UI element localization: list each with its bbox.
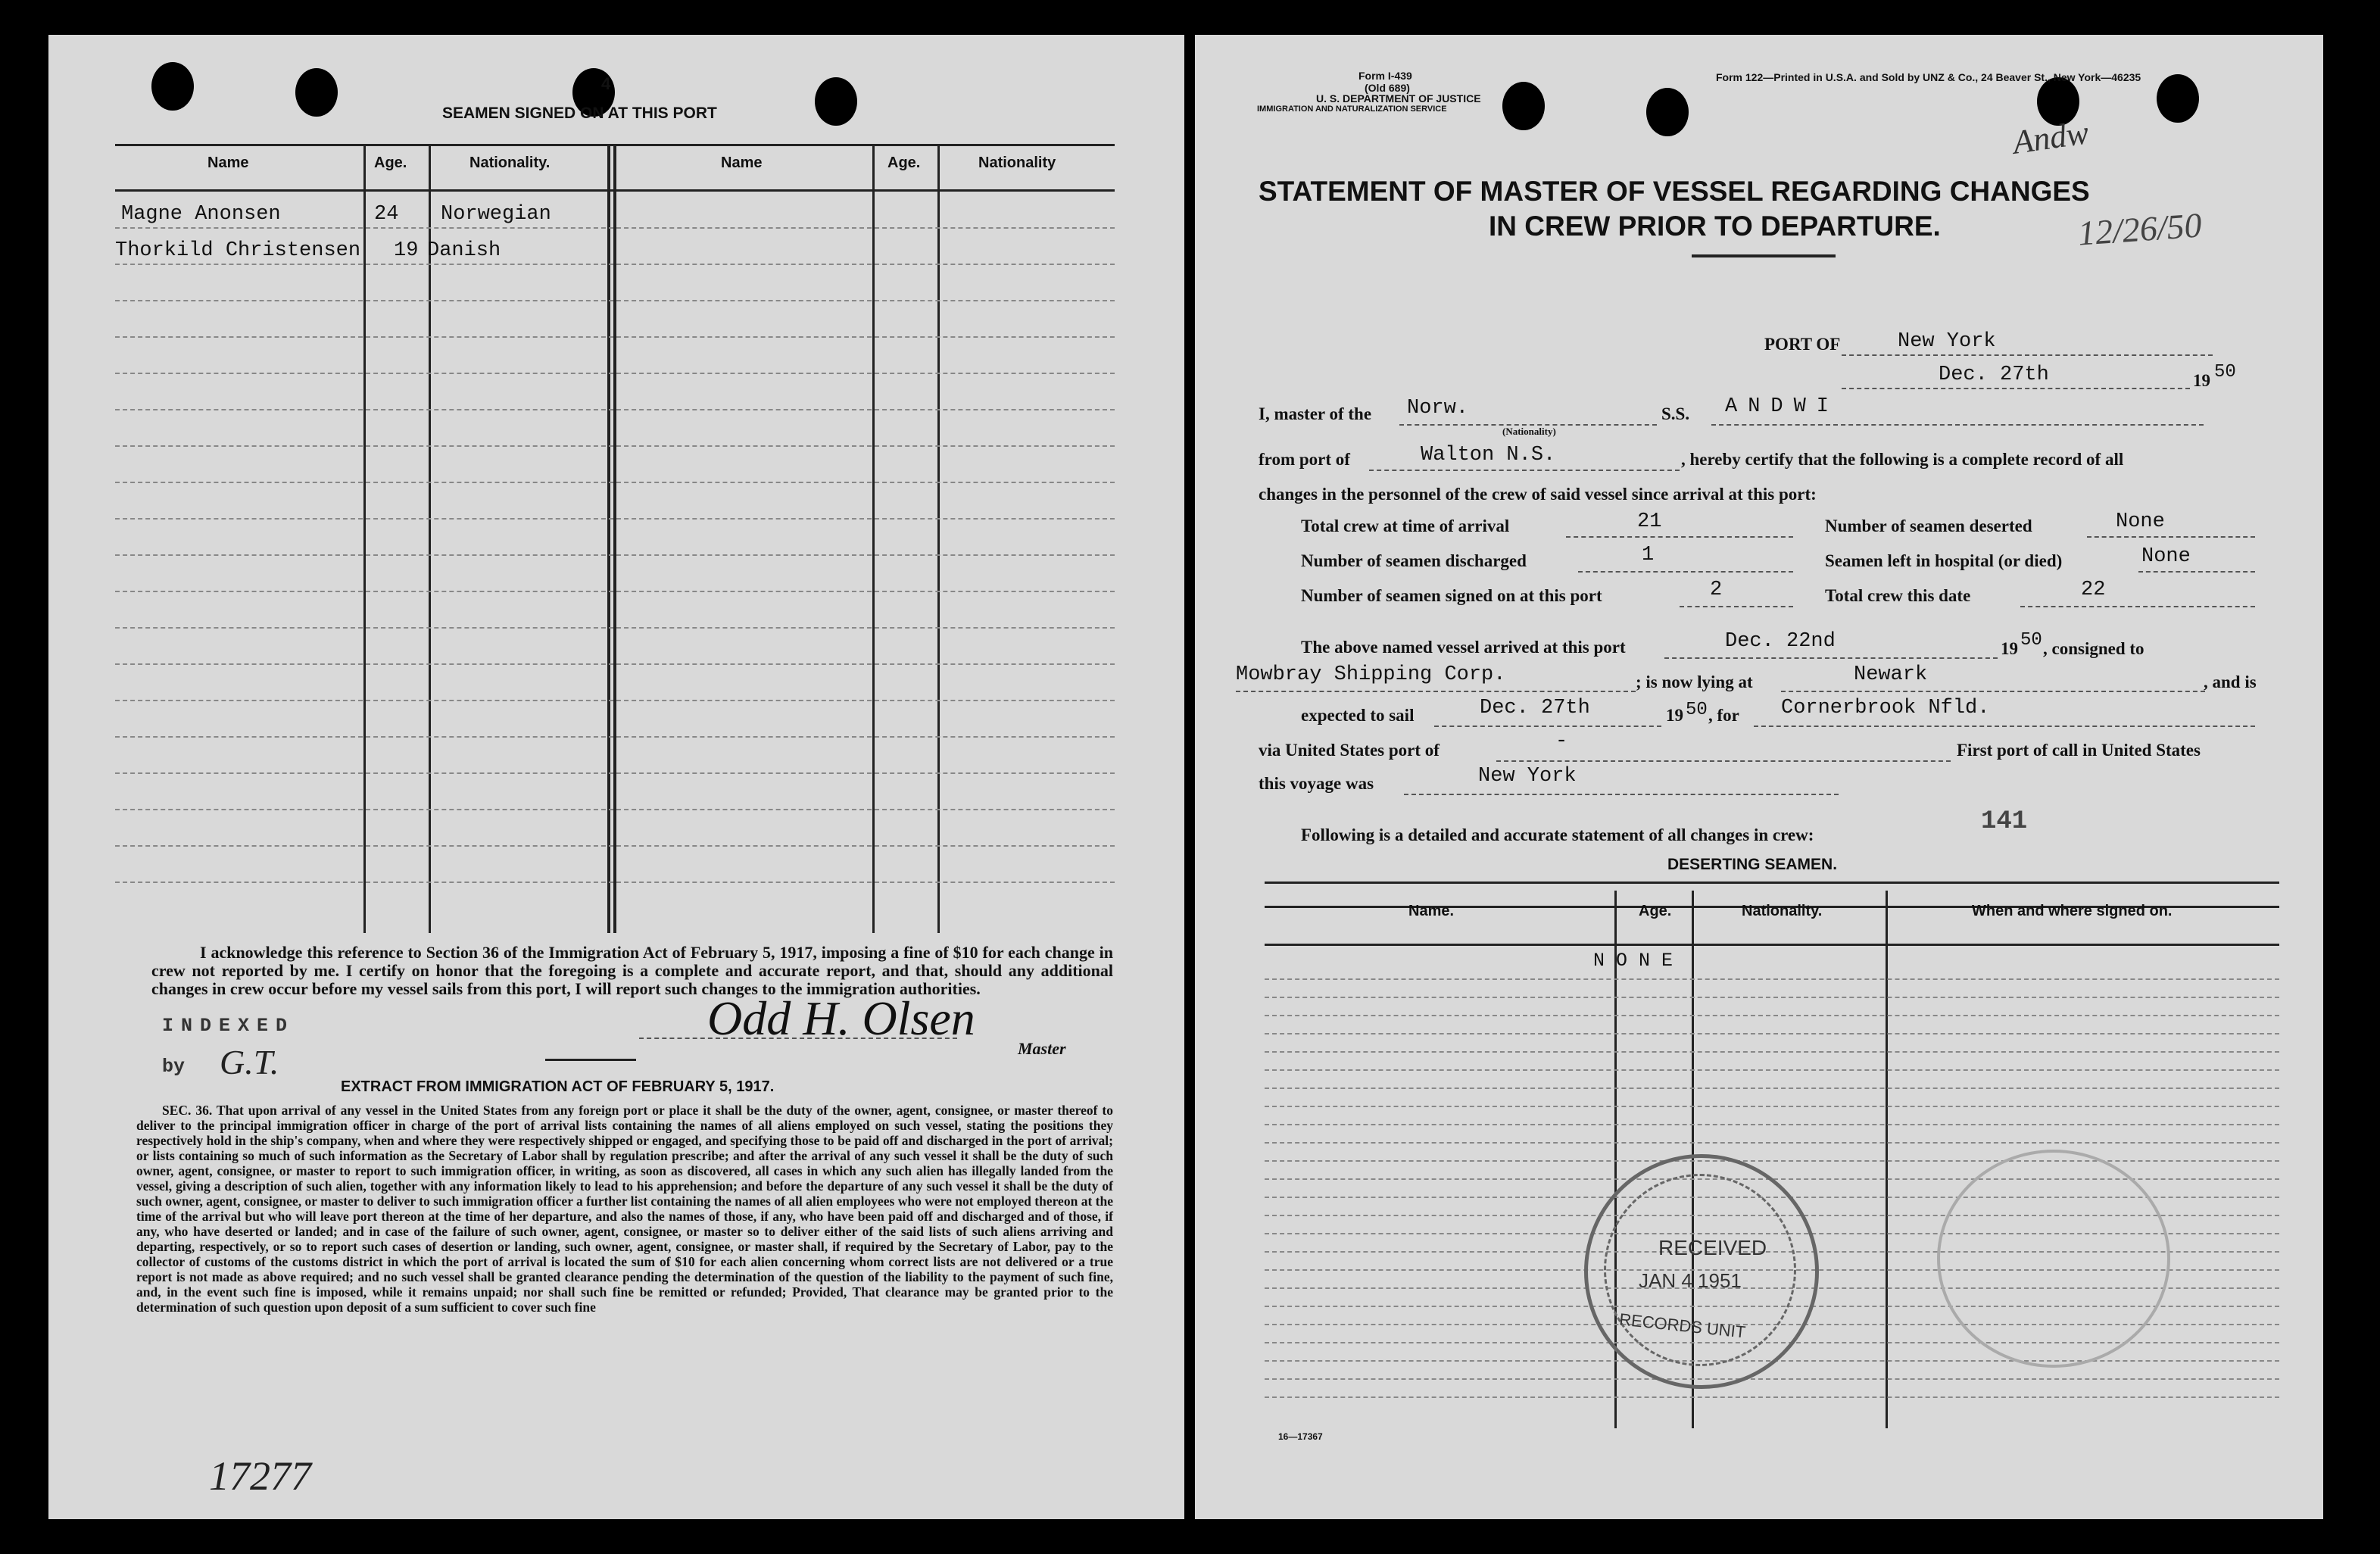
deserting-rule-line: [1265, 1396, 2279, 1398]
sail-year: 50: [1686, 700, 1708, 720]
footer-code: 16—17367: [1278, 1431, 1323, 1442]
table-rule-line: [115, 663, 1115, 665]
punch-hole: [815, 77, 857, 126]
for-value: Cornerbrook Nfld.: [1781, 697, 1990, 719]
table-rule-line: [115, 627, 1115, 629]
section-title: SEAMEN SIGNED ON AT THIS PORT: [442, 105, 717, 122]
stat-line: [1566, 536, 1793, 538]
table-row-name: Magne Anonsen: [121, 203, 281, 226]
table-row-name: Thorkild Christensen: [115, 239, 361, 262]
column-header-age: Age.: [887, 154, 921, 171]
voyage-value: New York: [1478, 765, 1577, 788]
table-rule-line: [115, 264, 1115, 265]
table-rule-line: [115, 882, 1115, 883]
via-value: -: [1555, 730, 1568, 753]
date-value: Dec. 27th: [1939, 364, 2049, 386]
following-text: Following is a detailed and accurate statement of all changes in crew:: [1301, 825, 1814, 844]
table-rule-line: [115, 736, 1115, 738]
deserting-rule-line: [1265, 1087, 2279, 1089]
deserting-rule-line: [1265, 1378, 2279, 1380]
form-title-line2: IN CREW PRIOR TO DEPARTURE.: [1489, 211, 1941, 242]
indexer-initials: G.T.: [220, 1043, 279, 1081]
certify-text: , hereby certify that the following is a complete record of all: [1681, 450, 2124, 469]
stamp-date-text: JAN 4 1951: [1639, 1269, 1742, 1292]
table-rule-line: [115, 772, 1115, 774]
department-name: U. S. DEPARTMENT OF JUSTICE: [1316, 92, 1481, 105]
table-rule-line: [115, 845, 1115, 847]
title-rule: [1692, 254, 1836, 257]
arrived-label: The above named vessel arrived at this port: [1301, 638, 1626, 657]
table-rule-line: [115, 591, 1115, 592]
table-rule-line: [115, 482, 1115, 483]
stat-label-deserted: Number of seamen deserted: [1825, 516, 2032, 535]
port-line: [1842, 354, 2213, 356]
extract-title: EXTRACT FROM IMMIGRATION ACT OF FEBRUARY 5, 1917.: [341, 1078, 775, 1095]
changes-text: changes in the personnel of the crew of said vessel since arrival at this port:: [1259, 485, 1817, 504]
stat-value-signed-on: 2: [1710, 579, 1723, 601]
table-row-nationality: Norwegian: [441, 203, 551, 226]
and-is-label: , and is: [2204, 672, 2257, 691]
table-column-divider: [363, 144, 366, 933]
stamp-number: 141: [1981, 807, 2028, 836]
stat-label-signed-on: Number of seamen signed on at this port: [1301, 586, 1602, 605]
ss-label: S.S.: [1661, 404, 1690, 423]
table-rule-line: [115, 300, 1115, 301]
stat-line: [1680, 606, 1793, 607]
stamp-received-text: RECEIVED: [1658, 1236, 1767, 1259]
voyage-line: [1404, 794, 1839, 795]
stat-value-total-arrival: 21: [1637, 510, 1662, 533]
deserting-rule-line: [1265, 1106, 2279, 1107]
consignee-line: [1236, 691, 1636, 692]
column-header-name: Name: [721, 154, 763, 171]
column-header-name: Name: [207, 154, 249, 171]
punch-hole: [1646, 88, 1689, 136]
master-label: Master: [1018, 1039, 1066, 1058]
via-label: via United States port of: [1259, 741, 1440, 760]
deserting-column-divider: [1886, 891, 1888, 1428]
master-of-label: I, master of the: [1259, 404, 1372, 423]
page-number: 4: [601, 74, 611, 93]
punch-hole: [1502, 82, 1545, 130]
stat-label-hospital: Seamen left in hospital (or died): [1825, 551, 2063, 570]
port-label: PORT OF: [1764, 335, 1841, 354]
table-rule-line: [115, 554, 1115, 556]
stat-line: [2020, 606, 2255, 607]
first-port-label: First port of call in United States: [1957, 741, 2201, 760]
deserting-rule-line: [1265, 1069, 2279, 1071]
punch-hole: [151, 62, 194, 111]
stat-value-deserted: None: [2116, 510, 2165, 533]
deserting-entry: N O N E: [1593, 950, 1673, 972]
stamp-unit-text: RECORDS UNIT: [1618, 1309, 1747, 1342]
arrived-year-prefix: 19: [2001, 639, 2018, 658]
service-name: IMMIGRATION AND NATURALIZATION SERVICE: [1257, 105, 1447, 114]
table-rule-line: [115, 373, 1115, 374]
printer-note: Form 122—Printed in U.S.A. and Sold by UNZ & Co., 24 Beaver St., New York—46235: [1716, 71, 2141, 83]
file-number: 17277: [209, 1453, 311, 1499]
table-rule-line: [115, 809, 1115, 810]
stat-label-discharged: Number of seamen discharged: [1301, 551, 1527, 570]
table-column-divider: [607, 144, 610, 933]
deserting-rule-line: [1265, 1124, 2279, 1125]
year-value: 50: [2214, 362, 2236, 382]
extract-rule: [545, 1059, 636, 1061]
stat-value-total-date: 22: [2081, 579, 2106, 601]
lying-line: [1781, 691, 2205, 692]
vessel-line: [1711, 424, 2204, 426]
punch-hole: [295, 68, 338, 117]
stat-value-hospital: None: [2141, 545, 2191, 568]
deserting-rule-line: [1265, 978, 2279, 980]
extract-text: SEC. 36. That upon arrival of any vessel in the United States from any foreign port or place it shall be the duty of the owner, agent, consignee, or master thereof to deliver to the principal immigration officer in charge of the port of arrival lists containing the names of all aliens employed on such vessel, stating the positions they respectively hold in the ship's company, when and where they were respectively shipped or engaged, and specifying those to be paid off and discharged in the port of arrival; or lists containing so much of such information as the Secretary of Labor shall by regulation prescribe; and after the arrival of any such vessel it shall be the duty of such owner, agent, consignee, or master to report to such immigration officer, in writing, as soon as discovered, all cases in which any such alien has illegally landed from the vessel, giving a description of such alien, together with any information likely to lead to his apprehension; and before the departure of any such vessel it shall be the duty of such owner, agent, consignee, or master to deliver to such immigration officer a further list containing the names of all alien employees who were not employed thereon at the time of the arrival but who will leave port thereon at the time of her departure, and also the names of those, if any, who have been paid off and discharged and of those, if any, who have deserted or landed; and in case of the failure of such owner, agent, consignee, or master so to deliver either of the said lists of such aliens arriving and departing, respectively, or so to report such cases of desertion or landing, such owner, agent, consignee, or master shall, if required by the Secretary of Labor, pay to the collector of customs of the customs district in which the port of arrival is located the sum of $10 for each alien concerning whom correct lists are not delivered or a true report is not made as above required; and no such vessel shall be granted clearance pending the determination of the question of the liability to the payment of such fine, and, in the event such fine is imposed, while it remains unpaid; nor shall such fine be remitted or refunded; Provided, That clearance may be granted prior to the determination of such question upon deposit of a sum sufficient to cover such fine: [136, 1103, 1113, 1315]
nationality-caption: (Nationality): [1502, 426, 1556, 437]
punch-hole: [2157, 74, 2199, 123]
indexed-stamp: INDEXED: [162, 1015, 295, 1037]
arrived-year: 50: [2020, 630, 2042, 651]
via-line: [1496, 760, 1951, 762]
faint-stamp: [1937, 1150, 2170, 1368]
sail-year-prefix: 19: [1666, 706, 1683, 725]
table-rule-line: [115, 409, 1115, 410]
table-row-age: 24: [374, 203, 399, 226]
sail-value: Dec. 27th: [1480, 697, 1590, 719]
lying-label: ; is now lying at: [1636, 672, 1753, 691]
deserting-header-nationality: Nationality.: [1742, 903, 1823, 919]
sail-line: [1434, 726, 1661, 727]
table-row-age: 19: [394, 239, 419, 262]
table-column-divider: [937, 144, 940, 933]
deserting-header-name: Name.: [1408, 903, 1455, 919]
form-title-line1: STATEMENT OF MASTER OF VESSEL REGARDING CHANGES: [1259, 176, 2090, 207]
sail-label: expected to sail: [1301, 706, 1415, 725]
arrived-value: Dec. 22nd: [1725, 630, 1836, 653]
date-line: [1842, 388, 2190, 389]
arrived-line: [1664, 657, 1998, 659]
lying-value: Newark: [1854, 663, 1928, 686]
table-rule-line: [115, 445, 1115, 447]
table-column-divider: [872, 144, 875, 933]
stat-value-discharged: 1: [1642, 544, 1655, 566]
table-row-nationality: Danish: [427, 239, 501, 262]
handwritten-date: 12/26/50: [2076, 205, 2204, 253]
deserting-header-rule: [1265, 944, 2279, 946]
form-number: Form I-439: [1358, 70, 1412, 82]
deserting-rule-line: [1265, 1051, 2279, 1053]
form-old-number: (Old 689): [1365, 82, 1410, 94]
for-label: , for: [1708, 706, 1739, 725]
voyage-label: this voyage was: [1259, 774, 1374, 793]
handwritten-note: Andw: [2010, 114, 2091, 161]
by-label: by: [162, 1056, 186, 1078]
deserting-rule-line: [1265, 1033, 2279, 1034]
stat-line: [2087, 536, 2255, 538]
deserting-rule-line: [1265, 1160, 2279, 1162]
deserting-header-age: Age.: [1639, 903, 1672, 919]
right-page: [1195, 35, 2323, 1519]
left-page: [48, 35, 1184, 1519]
consigned-label: , consigned to: [2043, 639, 2144, 658]
deserting-title: DESERTING SEAMEN.: [1667, 856, 1838, 873]
from-port-line: [1369, 470, 1680, 471]
table-column-divider: [613, 144, 616, 933]
deserting-rule-line: [1265, 997, 2279, 998]
stat-label-total-arrival: Total crew at time of arrival: [1301, 516, 1510, 535]
stat-line: [2138, 571, 2255, 573]
port-value: New York: [1898, 330, 1996, 353]
year-prefix: 19: [2193, 371, 2210, 390]
column-header-age: Age.: [374, 154, 407, 171]
vessel-name: ANDWI: [1725, 395, 1840, 418]
deserting-rule-line: [1265, 1142, 2279, 1144]
nationality-value: Norw.: [1407, 397, 1469, 420]
deserting-table-top: [1265, 882, 2279, 884]
column-header-nationality: Nationality: [978, 154, 1056, 171]
stat-label-total-date: Total crew this date: [1825, 586, 1971, 605]
deserting-rule-line: [1265, 1015, 2279, 1016]
column-header-nationality: Nationality.: [469, 154, 551, 171]
consignee-value: Mowbray Shipping Corp.: [1236, 663, 1506, 686]
stat-line: [1578, 571, 1793, 573]
acknowledgement-text: I acknowledge this reference to Section 36 of the Immigration Act of February 5, 1917, imposing a fine of $10 for each change in crew not reported by me. I certify on honor that the foregoing is a complete and accurate report, and that, should any additional changes in crew occur before my vessel sails from this port, I will report such changes to the immigration authorities.: [151, 943, 1113, 998]
deserting-header-signed-on: When and where signed on.: [1972, 903, 2173, 919]
table-rule-line: [115, 336, 1115, 338]
table-rule-line: [115, 227, 1115, 229]
for-line: [1754, 726, 2255, 727]
master-signature: Odd H. Olsen: [707, 991, 975, 1045]
from-port-value: Walton N.S.: [1421, 444, 1556, 467]
table-column-divider: [429, 144, 431, 933]
from-port-label: from port of: [1259, 450, 1350, 469]
table-rule-line: [115, 700, 1115, 701]
table-rule-line: [115, 518, 1115, 520]
